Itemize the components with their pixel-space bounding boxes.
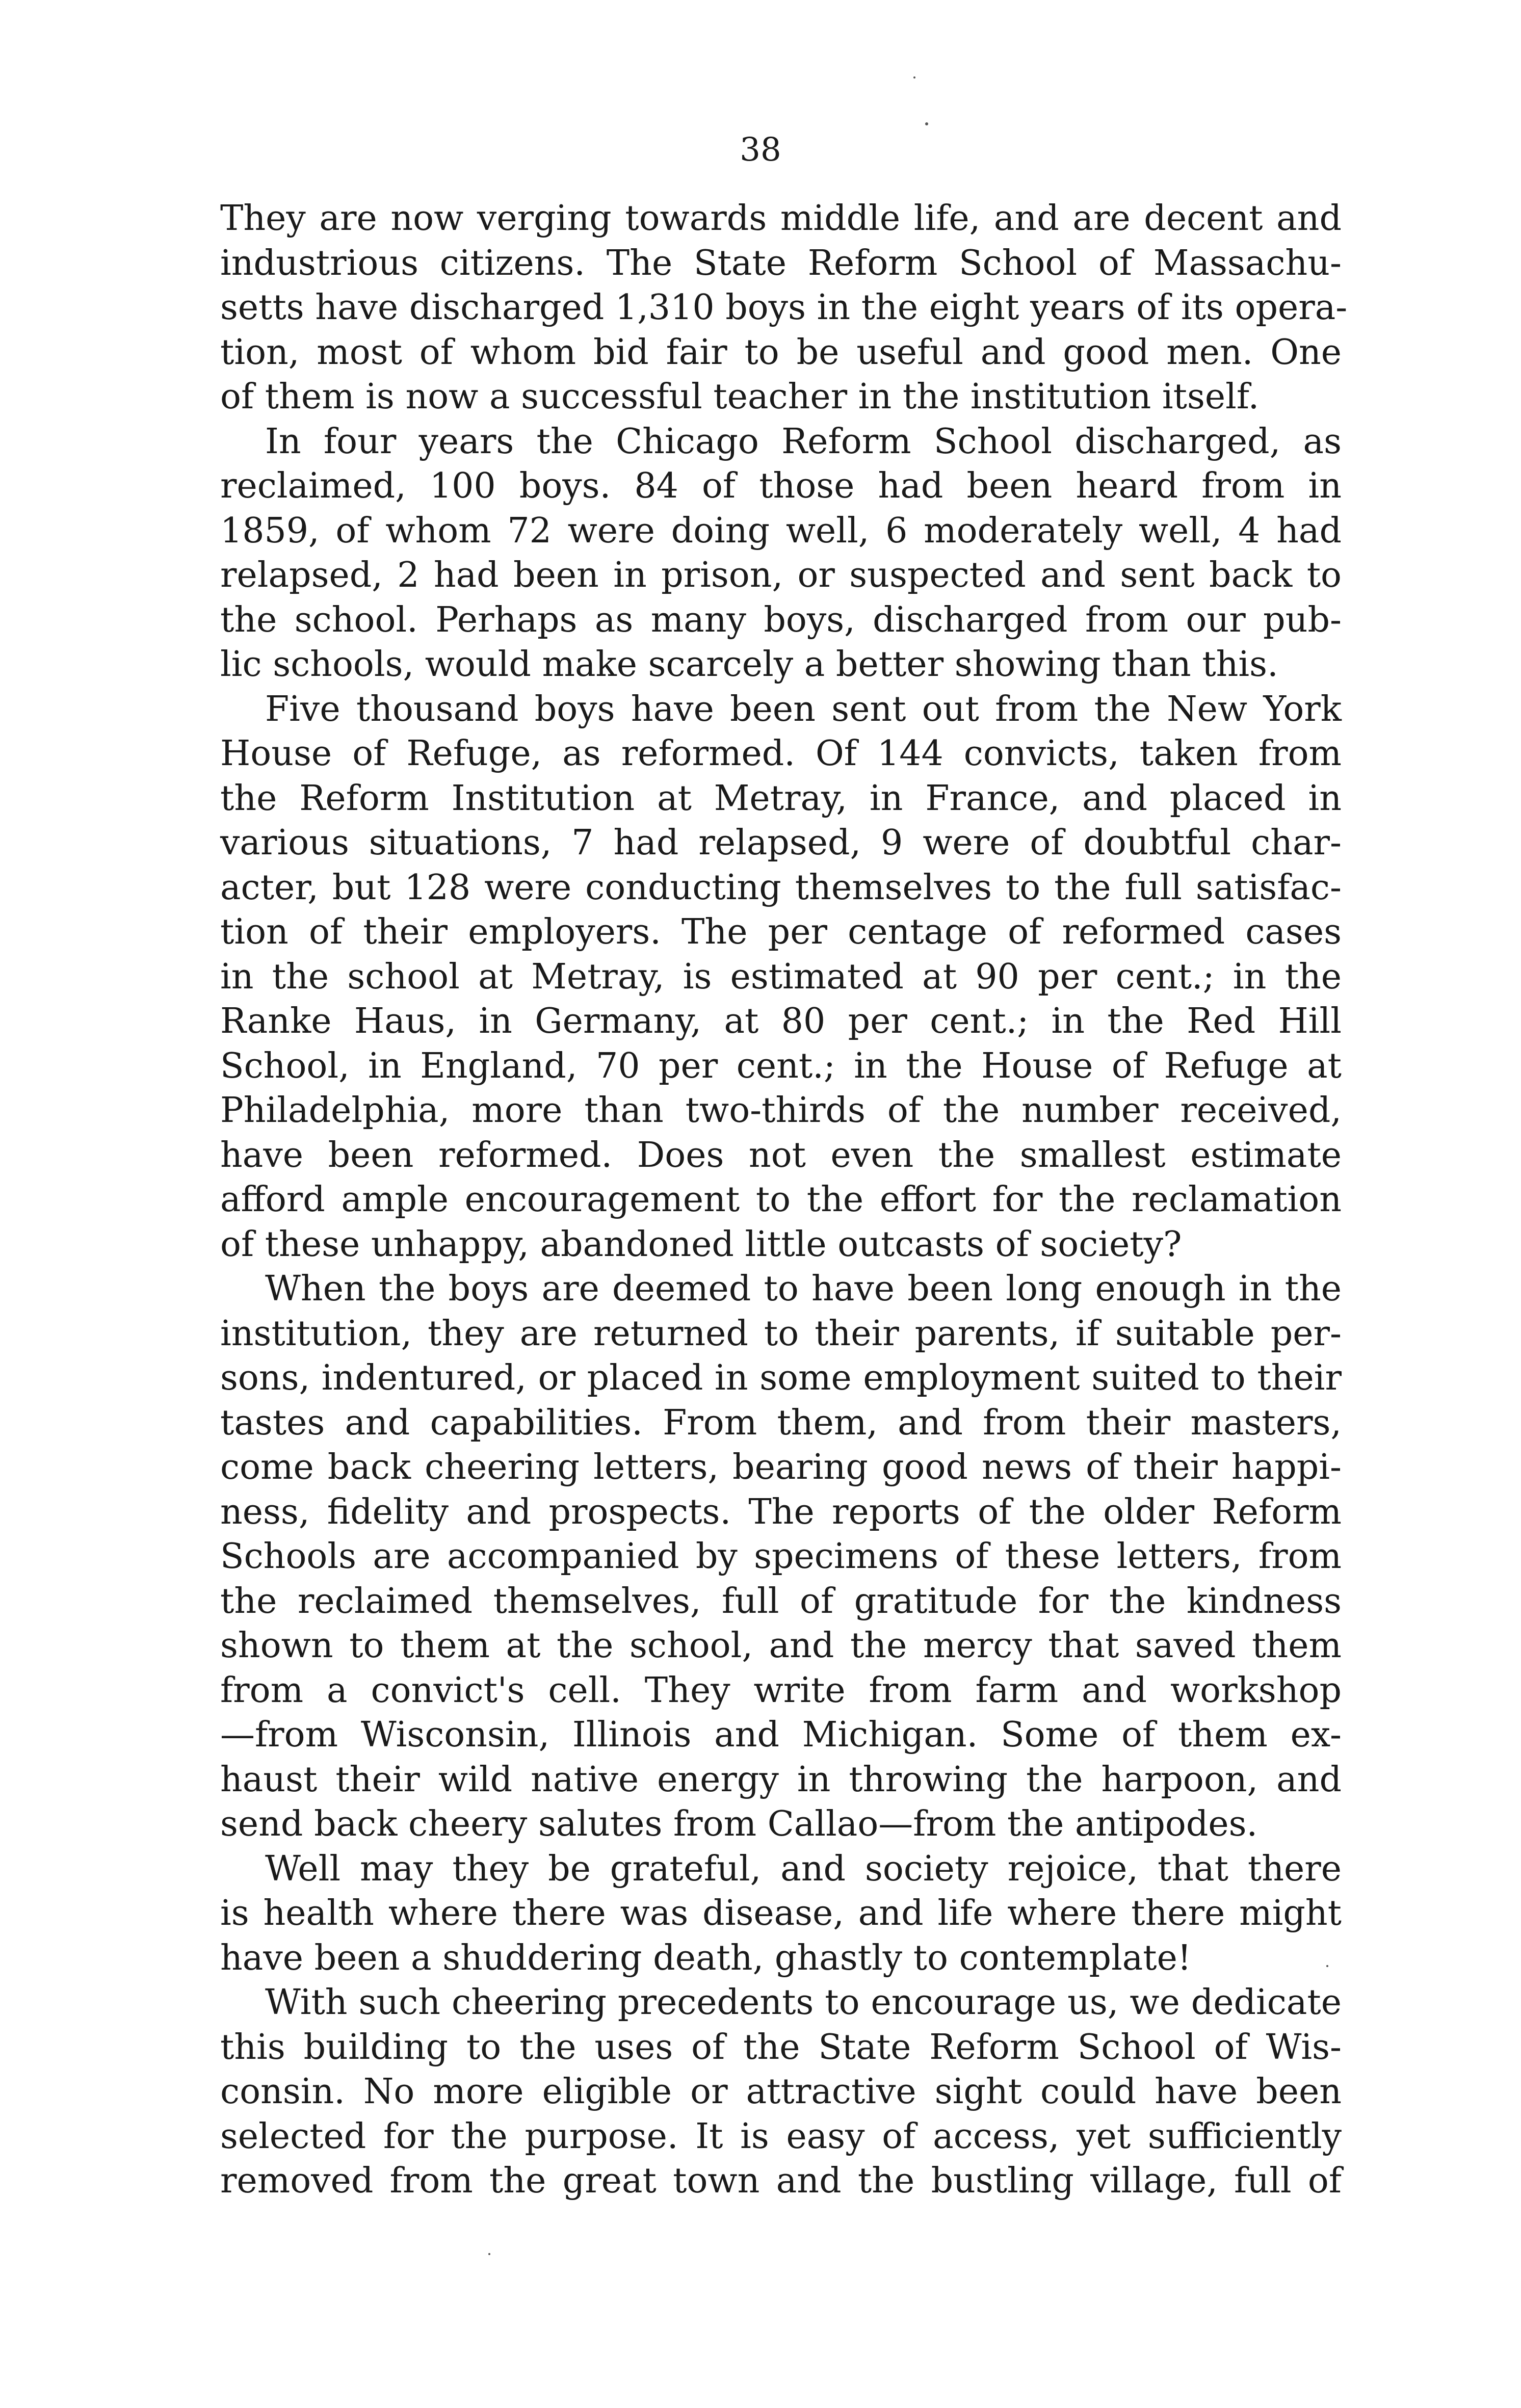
text-line: of these unhappy, abandoned little outcasts of society? — [220, 1224, 1182, 1265]
text-line: sons, indentured, or placed in some employment suited to their — [220, 1358, 1342, 1398]
text-line: acter, but 128 were conducting themselves to the full satisfac- — [220, 867, 1342, 908]
text-line: —from Wisconsin, Illinois and Michigan. Some of them ex- — [220, 1715, 1342, 1755]
page-number: 38 — [740, 131, 781, 169]
text-line: send back cheery salutes from Callao—from the antipodes. — [220, 1804, 1258, 1844]
text-line: selected for the purpose. It is easy of access, yet sufficiently — [220, 2116, 1342, 2157]
text-line: this building to the uses of the State Reform School of Wis- — [220, 2027, 1342, 2067]
text-line: They are now verging towards middle life, and are decent and — [220, 198, 1342, 239]
text-line: Philadelphia, more than two-thirds of the number received, — [220, 1090, 1342, 1131]
text-line: relapsed, 2 had been in prison, or suspected and sent back to — [220, 555, 1342, 595]
text-line: consin. No more eligible or attractive sight could have been — [220, 2072, 1342, 2112]
text-line: afford ample encouragement to the effort for the reclamation — [220, 1180, 1342, 1220]
text-line: Ranke Haus, in Germany, at 80 per cent.; in the Red Hill — [220, 1001, 1342, 1041]
text-line: When the boys are deemed to have been long enough in the — [265, 1269, 1342, 1309]
text-line: have been reformed. Does not even the smallest estimate — [220, 1135, 1342, 1175]
print-speck — [1326, 1965, 1328, 1967]
text-line: removed from the great town and the bustling village, full of — [220, 2161, 1342, 2201]
text-line: of them is now a successful teacher in the institution itself. — [220, 377, 1260, 417]
body-text — [220, 196, 1348, 2204]
text-line: Well may they be grateful, and society rejoice, that there — [265, 1848, 1342, 1889]
text-line: Schools are accompanied by specimens of these letters, from — [220, 1536, 1342, 1577]
text-line: the reclaimed themselves, full of gratitude for the kindness — [220, 1581, 1342, 1621]
text-line: is health where there was disease, and life where there might — [220, 1893, 1342, 1933]
text-line: House of Refuge, as reformed. Of 144 convicts, taken from — [220, 734, 1342, 774]
text-line: tion of their employers. The per centage of reformed cases — [220, 912, 1342, 952]
text-line: reclaimed, 100 boys. 84 of those had been heard from in — [220, 466, 1342, 506]
print-speck — [913, 76, 915, 78]
text-line: With such cheering precedents to encourage us, we dedicate — [265, 1982, 1342, 2023]
text-line: tastes and capabilities. From them, and from their masters, — [220, 1402, 1342, 1443]
text-line: setts have discharged 1,310 boys in the eight years of its opera- — [220, 287, 1348, 328]
text-line: from a convict's cell. They write from farm and workshop — [220, 1670, 1342, 1711]
text-line: various situations, 7 had relapsed, 9 were of doubtful char- — [220, 823, 1342, 863]
text-line: In four years the Chicago Reform School discharged, as — [265, 421, 1342, 462]
text-line: ness, fidelity and prospects. The reports of the older Reform — [220, 1491, 1342, 1532]
text-line: in the school at Metray, is estimated at 90 per cent.; in the — [220, 956, 1342, 997]
text-line: tion, most of whom bid fair to be useful and good men. One — [220, 332, 1342, 373]
text-line: 1859, of whom 72 were doing well, 6 moderately well, 4 had — [220, 510, 1342, 551]
text-line: School, in England, 70 per cent.; in the House of Refuge at — [220, 1045, 1342, 1086]
text-line: the Reform Institution at Metray, in France, and placed in — [220, 778, 1342, 819]
text-line: come back cheering letters, bearing good news of their happi- — [220, 1447, 1342, 1487]
text-line: lic schools, would make scarcely a better showing than this. — [220, 644, 1278, 685]
text-line: institution, they are returned to their parents, if suitable per- — [220, 1313, 1342, 1354]
print-speck — [488, 2253, 490, 2255]
text-line: have been a shuddering death, ghastly to contemplate! — [220, 1938, 1192, 1978]
text-line: the school. Perhaps as many boys, discharged from our pub- — [220, 599, 1342, 640]
print-speck — [925, 122, 928, 125]
text-line: shown to them at the school, and the mercy that saved them — [220, 1626, 1342, 1666]
text-line: Five thousand boys have been sent out from the New York — [265, 689, 1342, 729]
text-line: haust their wild native energy in throwing the harpoon, and — [220, 1759, 1342, 1800]
text-line: industrious citizens. The State Reform School of Massachu- — [220, 243, 1342, 283]
